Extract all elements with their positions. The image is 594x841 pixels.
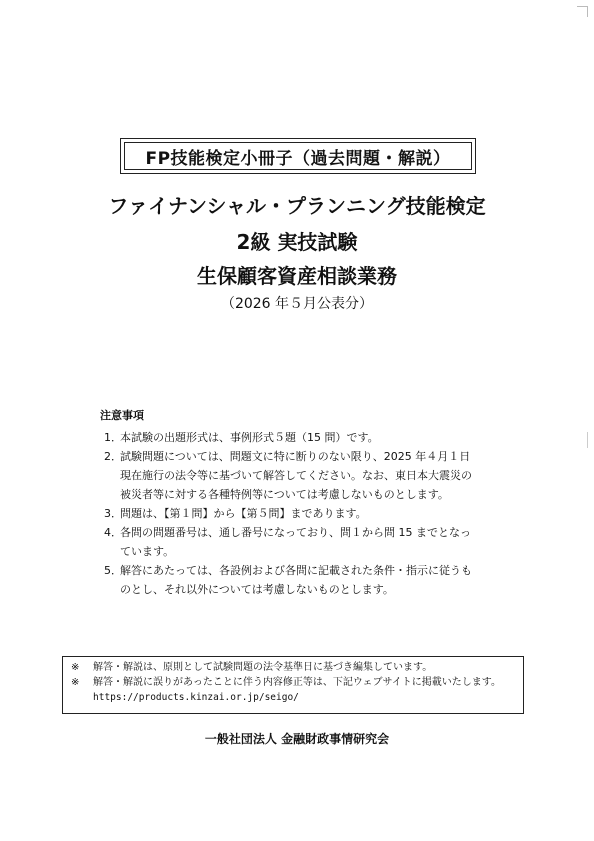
note-number: 4． (104, 526, 122, 539)
note-line: 各問の問題番号は、通し番号になっており、問１から問 15 までとなっ (120, 526, 471, 539)
note-line: 問題は、【第１問】から【第５問】まであります。 (120, 507, 367, 520)
note-line: 本試験の出題形式は、事例形式５題（15 問）です。 (120, 431, 379, 444)
reference-mark-icon: ※ (71, 662, 80, 673)
footnote-item (71, 660, 523, 675)
note-line: 試験問題については、問題文に特に断りのない限り、2025 年４月１日 (120, 450, 471, 463)
footnote-box (62, 656, 524, 714)
note-line: のとし、それ以外については考慮しないものとします。 (120, 583, 394, 596)
note-number: 1． (104, 431, 122, 444)
note-item (100, 428, 500, 447)
exam-title: ファイナンシャル・プランニング技能検定 (108, 194, 486, 218)
notes-section (100, 406, 500, 599)
publisher-name: 一般社団法人 金融財政事情研究会 (204, 732, 390, 746)
notes-heading: 注意事項 (100, 409, 144, 422)
reference-mark-icon: ※ (71, 677, 80, 688)
note-line: 被災者等に対する各種特例等については考慮しないものとします。 (120, 488, 449, 501)
note-line: 現在施行の法令等に基づいて解答してください。なお、東日本大震災の (120, 469, 472, 482)
footnote-text: 解答・解説は、原則として試験問題の法令基準日に基づき編集しています。 (93, 662, 433, 673)
note-number: 5． (104, 564, 122, 577)
footnote-text: 解答・解説に誤りがあったことに伴う内容修正等は、下記ウェブサイトに掲載いたします。 (93, 677, 501, 688)
note-number: 2． (104, 450, 122, 463)
note-line: ています。 (120, 545, 175, 558)
booklet-label-box (120, 138, 476, 174)
note-item (100, 504, 500, 523)
booklet-label: FP技能検定小冊子（過去問題・解説） (124, 142, 472, 170)
note-number: 3． (104, 507, 122, 520)
crop-mark (577, 6, 588, 17)
footnote-item (71, 675, 523, 690)
correction-url: https://products.kinzai.or.jp/seigo/ (93, 692, 299, 703)
exam-subject: 生保顧客資産相談業務 (197, 264, 397, 288)
note-item (100, 523, 500, 561)
note-item (100, 447, 500, 504)
edge-mark (583, 432, 588, 448)
note-line: 解答にあたっては、各設例および各問に記載された条件・指示に従うも (120, 564, 472, 577)
note-item (100, 561, 500, 599)
exam-grade: 2級 実技試験 (236, 230, 358, 254)
publication-date: （2026 年５月公表分） (220, 296, 374, 312)
